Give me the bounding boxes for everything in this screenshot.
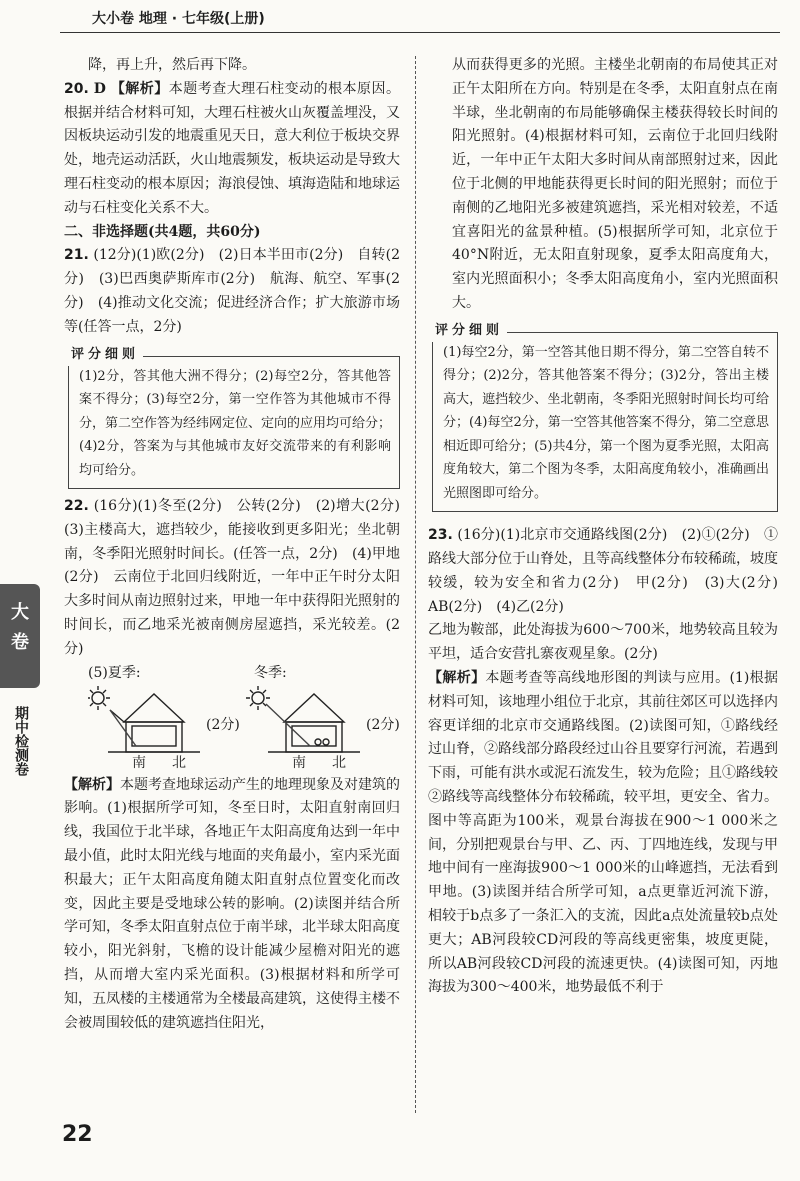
q22-number: 22. — [64, 498, 89, 515]
q21-scoring-text: (1)2分，答其他大洲不得分；(2)每空2分，答其他答案不得分；(3)每空2分，第一空作答为其他城市不得分，第二空作答为经纬网定位、定向的应用均可给分；(4)2分，答案为与其他城市友好交流带来的有利影响均可给分。 — [79, 368, 392, 478]
winter-south: 南 — [292, 754, 306, 771]
summer-label: (5)夏季: — [88, 664, 141, 681]
left-column — [64, 54, 414, 1035]
q22-analysis-tag: 【解析】 — [64, 776, 120, 793]
q23-analysis — [428, 667, 778, 1000]
q20 — [64, 78, 400, 221]
q23-analysis-text: 本题考查等高线地形图的判读与应用。(1)根据材料可知，该地理小组位于北京，其前往郊区可以选择内容更详细的北京市交通路线图。(2)读图可知，①路线经过山脊，②路线部分路段经过山谷且要穿行河流，若遇到下雨，可能有洪水或泥石流发生，较为危险；且①路线较②路线等高线整体分布较稀疏，较平坦，更安全、省力。图中等高距为100米，观景台海拔在900～1 000米之间，分别把观景台与甲、乙、丙、丁四地连线，发现与甲地中间有一座海拔900～1 000米的山峰遮挡，无法看到甲地。(3)读图并结合所学可知，a点更靠近河流下游，相较于b点多了一条汇入的支流，因此a点处流量较b点处更大；AB河段较CD河段的等高线更密集，坡度更陡，所以AB河段较CD河段的流速更快。(4)读图可知，丙地海拔为300～400米，地势最低不利于 — [428, 670, 778, 996]
q23-answer: (16分)(1)北京市交通路线图(2分) (2)①(2分) ①路线大部分位于山脊处，且等高线整体分布较稀疏，坡度较缓，较为安全和省力(2分) 甲(2分) (3)大(2分) AB(2分) (4)乙(2分) — [428, 527, 792, 615]
right-column — [428, 54, 792, 1000]
winter-north: 北 — [332, 754, 346, 771]
q22-analysis-text: 本题考查地球运动产生的地理现象及对建筑的影响。(1)根据所学可知，冬至日时，太阳直射南回归线，我国位于北半球，各地正午太阳高度角达到一年中最小值，此时太阳光线与地面的夹角最小，室内采光面积最大；正午太阳高度角随太阳直射点位置变化而改变，因此主要是受地球公转的影响。(2)读图并结合所学可知，冬季太阳直射点位于南半球，北半球太阳高度较小，阳光斜射，飞檐的设计能减少屋檐对阳光的遮挡，从而增大室内采光面积。(3)根据材料和所学可知，五凤楼的主楼通常为全楼最高建筑，这使得主楼不会被周围较低的建筑遮挡住阳光， — [64, 776, 400, 1031]
q20-answer: D — [93, 80, 106, 97]
q22 — [64, 495, 414, 662]
light-diagram — [88, 662, 400, 771]
side-label: 期中检测卷 — [13, 706, 29, 776]
q22-answer: (16分)(1)冬至(2分) 公转(2分) (2)增大(2分) (3)主楼高大，遮挡较少，能接收到更多阳光；坐北朝南，冬季阳光照射时间长。(任答一点，2分) (4)甲地(2分) 云南位于北回归线附近，一年中正午时分太阳大多时间从南边照射过来，甲地一年中获得阳光照射的时间长，而乙地采光被南侧房屋遮挡，采光较差。(2分) — [64, 498, 414, 657]
winter-label: 冬季: — [254, 664, 287, 681]
q23-analysis-tag: 【解析】 — [428, 670, 486, 687]
q21-scoring-tag: 评分细则 — [67, 343, 143, 367]
q21-number: 21. — [64, 247, 89, 264]
q21 — [64, 244, 400, 339]
q23-answer-2: 乙地为鞍部，此处海拔为600～700米，地势较高且较为平坦，适合安营扎寨夜观星象。(2分) — [428, 622, 778, 663]
q21-scoring-box — [68, 346, 400, 490]
q23-number: 23. — [428, 527, 453, 544]
page-number: 22 — [62, 1122, 93, 1147]
q22-scoring-text: (1)每空2分，第一空答其他日期不得分，第二空答自转不得分；(2)2分，答其他答案不得分；(3)2分，答出主楼高大，遮挡较少、坐北朝南，冬季阳光照射时间长均可给分；(4)每空2分，第一空答其他答案不得分，第二空意思相近即可给分；(5)共4分，第一个图为夏季光照，太阳高度角较大，第二个图为冬季，太阳高度角较小，准确画出光照图即可给分。 — [443, 344, 769, 501]
q22-scoring-box — [432, 322, 778, 513]
summer-north: 北 — [172, 754, 186, 771]
q20-number: 20. — [64, 80, 89, 97]
side-tab-char-1: 大 — [11, 602, 29, 623]
header-rule — [60, 32, 780, 33]
q22-analysis — [64, 774, 400, 1036]
house-drawings — [88, 662, 408, 760]
section-heading: 二、非选择题(共4题，共60分) — [64, 223, 261, 240]
running-header: 大小卷 地理 · 七年级(上册) — [92, 11, 265, 27]
column-divider — [415, 56, 416, 1113]
q23 — [428, 524, 792, 619]
q20-analysis-tag: 【解析】 — [110, 80, 169, 97]
side-tab — [0, 584, 40, 688]
winter-score: (2分) — [366, 716, 400, 733]
q22-analysis-cont: 从而获得更多的光照。主楼坐北朝南的布局使其正对正午太阳所在方向。特别是在冬季，太阳直射点在南半球，坐北朝南的布局能够确保主楼获得较长时间的阳光照射。(4)根据材料可知，云南位于北回归线附近，一年中正午太阳大多时间从南部照射过来，因此位于北侧的甲地能获得更长时间的阳光照射；而位于南侧的乙地阳光多被建筑遮挡，采光相对较差，不适宜喜阳光的盆景种植。(5)根据所学可知，北京位于40°N附近，无太阳直射现象，夏季太阳高度角大，室内光照面积小；冬季太阳高度角小，室内光照面积大。 — [452, 57, 778, 311]
summer-score: (2分) — [206, 716, 240, 733]
q20-analysis: 本题考查大理石柱变动的根本原因。根据并结合材料可知，大理石柱被火山灰覆盖埋没，又因板块运动引发的地震重见天日，意大利位于板块交界处，地壳运动活跃，火山地震频发，板块运动是导致大理石柱变动的根本原因；海浪侵蚀、填海造陆和地球运动与石柱变化关系不大。 — [64, 80, 401, 216]
q22-scoring-tag: 评分细则 — [431, 319, 507, 343]
side-tab-char-2: 卷 — [11, 632, 29, 653]
q19-tail: 降，再上升，然后再下降。 — [88, 57, 256, 73]
q21-answer: (12分)(1)欧(2分) (2)日本半田市(2分) 自转(2分) (3)巴西奥萨斯库市(2分) 航海、航空、军事(2分) (4)推动文化交流；促进经济合作；扩大旅游市场等(任答一点，2分) — [64, 247, 400, 335]
summer-south: 南 — [132, 754, 146, 771]
